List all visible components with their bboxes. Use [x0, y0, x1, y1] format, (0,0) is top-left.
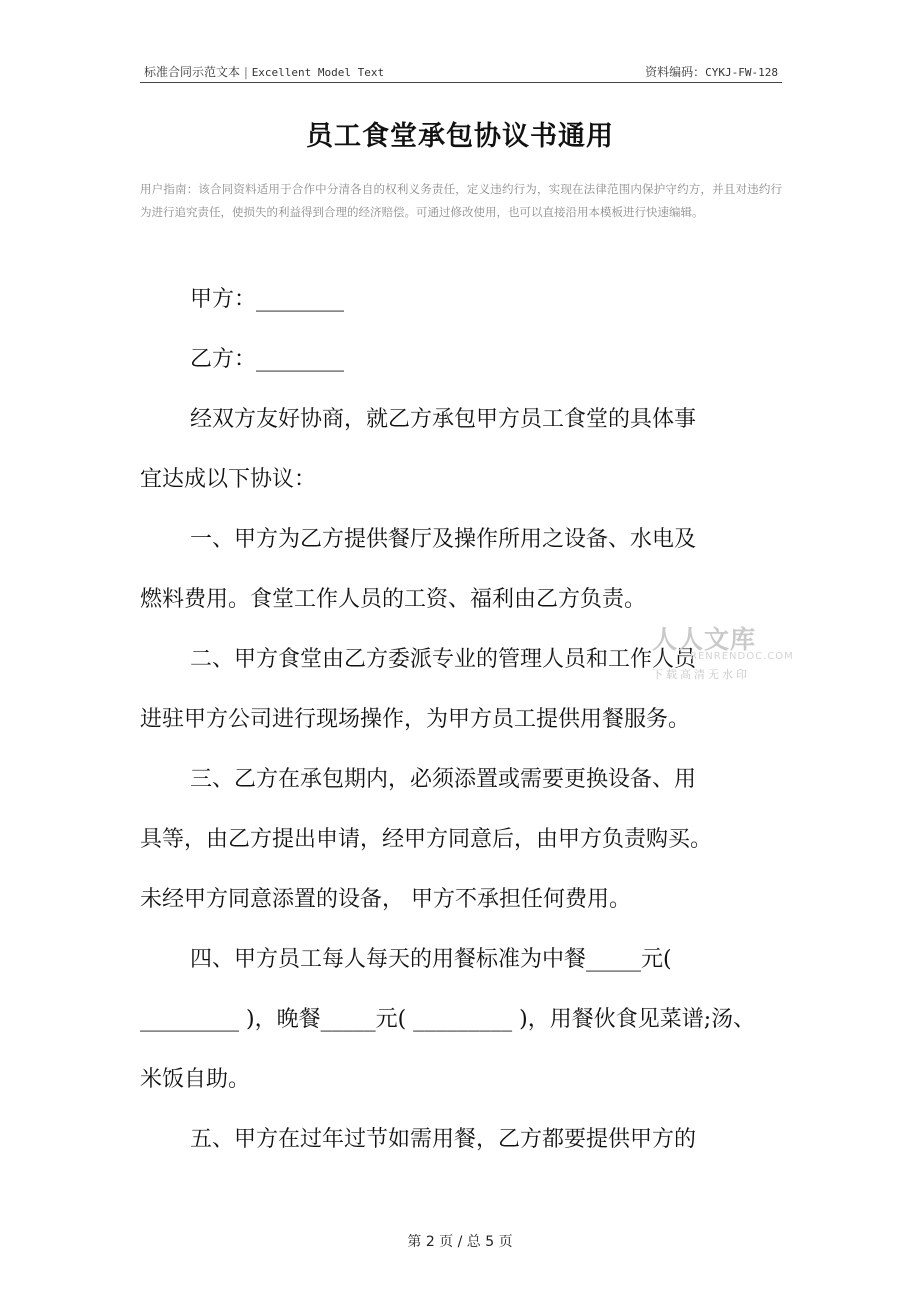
header-cn-label: 标准合同示范文本 — [144, 65, 241, 79]
header-code: CYKJ-FW-128 — [705, 66, 778, 79]
paragraph-line: 米饭自助。 — [140, 1067, 251, 1092]
paragraph-line: 燃料费用。食堂工作人员的工资、福利由乙方负责。 — [140, 587, 647, 612]
paragraph-line: 未经甲方同意添置的设备， 甲方不承担任何费用。 — [140, 887, 631, 912]
header-en-label: Excellent Model Text — [251, 66, 385, 79]
watermark-subtitle: 下载高清无水印 — [652, 668, 750, 681]
header-code-label: 资料编码： — [645, 65, 706, 79]
paragraph-line: 二、甲方食堂由乙方委派专业的管理人员和工作人员 — [190, 647, 697, 672]
party-b-line: 乙方：________ — [190, 347, 345, 372]
user-guide: 用户指南：该合同资料适用于合作中分清各自的权利义务责任，定义违约行为，实现在法律范围内保护守约方，并且对违约行为进行追究责任，使损失的利益得到合理的经济赔偿。可通过修改使用，也可以直接沿用本模板进行快速编辑。 — [140, 182, 782, 219]
paragraph-line: 四、甲方员工每人每天的用餐标准为中餐_____元( — [190, 947, 672, 972]
header-left — [144, 63, 384, 80]
paragraph-line: 具等，由乙方提出申请，经甲方同意后，由甲方负责购买。 — [140, 827, 713, 852]
paragraph-line: 进驻甲方公司进行现场操作，为甲方员工提供用餐服务。 — [140, 707, 691, 732]
page-number: 第 2 页 / 总 5 页 — [407, 1234, 513, 1250]
header-separator: | — [240, 65, 252, 79]
paragraph-line: _________ )，晚餐_____元( _________ )，用餐伙食见菜谱;汤、 — [140, 1007, 756, 1032]
watermark-url: RENRENDOC.COM — [690, 651, 794, 662]
party-a-line: 甲方：________ — [190, 287, 345, 312]
page-header — [140, 60, 782, 83]
header-right — [645, 63, 778, 80]
watermark-logo-text: 人人文库 — [652, 625, 757, 654]
paragraph-line: 经双方友好协商，就乙方承包甲方员工食堂的具体事 — [190, 407, 697, 432]
paragraph-line: 五、甲方在过年过节如需用餐，乙方都要提供甲方的 — [190, 1127, 697, 1152]
paragraph-line: 三、乙方在承包期内，必须添置或需要更换设备、用 — [190, 767, 697, 792]
paragraph-line: 宜达成以下协议： — [140, 467, 317, 492]
document-title: 员工食堂承包协议书通用 — [306, 121, 614, 152]
paragraph-line: 一、甲方为乙方提供餐厅及操作所用之设备、水电及 — [190, 527, 697, 552]
